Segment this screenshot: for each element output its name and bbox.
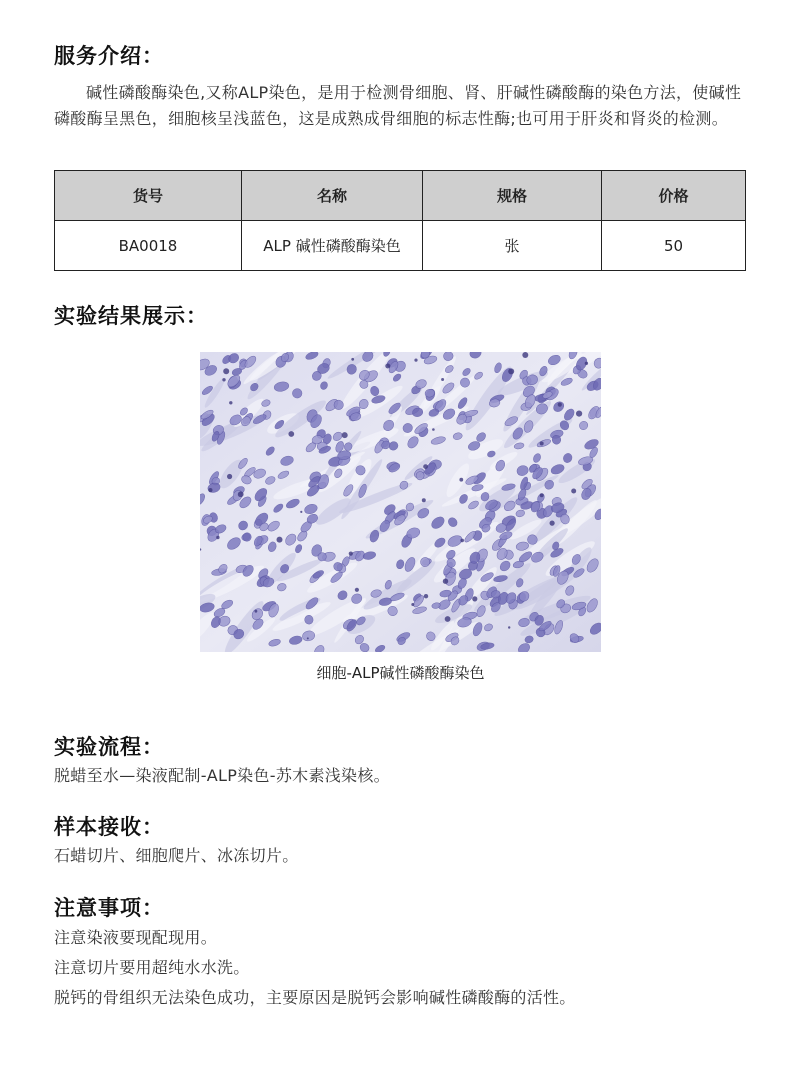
- cell-price: 50: [602, 221, 746, 271]
- cell-item-no: BA0018: [55, 221, 242, 271]
- notes-heading: 注意事项：: [54, 896, 164, 920]
- service-heading: 服务介绍：: [54, 44, 164, 68]
- product-table: [54, 170, 746, 271]
- procedure-heading: 实验流程：: [54, 735, 164, 759]
- procedure-text: 脱蜡至水—染液配制-ALP染色-苏木素浅染核。: [54, 766, 390, 785]
- note-item: 注意切片要用超纯水水洗。: [54, 958, 250, 977]
- cell-name: ALP 碱性磷酸酶染色: [242, 221, 423, 271]
- header-item-no: 货号: [55, 171, 242, 221]
- note-item: 脱钙的骨组织无法染色成功，主要原因是脱钙会影响碱性磷酸酶的活性。: [54, 988, 576, 1007]
- table-row: [55, 221, 746, 271]
- header-name: 名称: [242, 171, 423, 221]
- image-caption: 细胞-ALP碱性磷酸酶染色: [316, 664, 485, 682]
- stained-cell-micrograph: [200, 352, 601, 652]
- header-price: 价格: [602, 171, 746, 221]
- service-description: 碱性磷酸酶染色,又称ALP染色，是用于检测骨细胞、肾、肝碱性磷酸酶的染色方法，使碱性磷酸酶呈黑色，细胞核呈浅蓝色，这是成熟成骨细胞的标志性酶;也可用于肝炎和肾炎的检测。: [54, 83, 742, 128]
- results-heading: 实验结果展示：: [54, 304, 208, 328]
- cell-spec: 张: [423, 221, 602, 271]
- samples-heading: 样本接收：: [54, 815, 164, 839]
- micrograph-image: [200, 352, 601, 652]
- header-spec: 规格: [423, 171, 602, 221]
- samples-text: 石蜡切片、细胞爬片、冰冻切片。: [54, 846, 299, 865]
- note-item: 注意染液要现配现用。: [54, 928, 218, 947]
- table-header-row: [55, 171, 746, 221]
